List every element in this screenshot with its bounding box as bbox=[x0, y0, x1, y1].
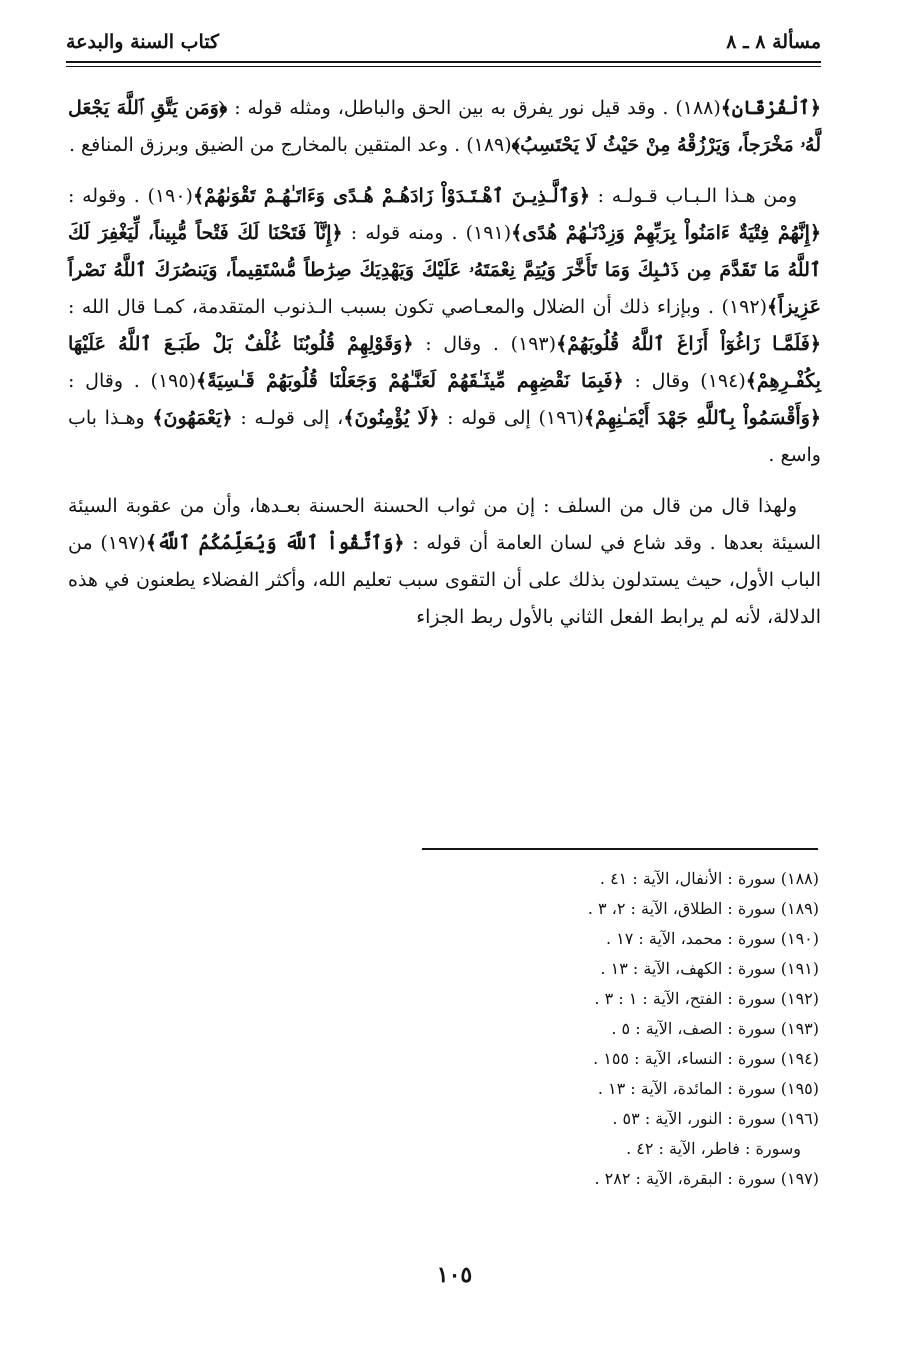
footnote: (١٩٣) سورة : الصف، الآية : ٥ . bbox=[611, 1019, 819, 1038]
text-run: (١٩١) . ومنه قوله : bbox=[342, 222, 512, 244]
footnotes-list bbox=[399, 864, 819, 1194]
footnote: (١٩٠) سورة : محمد، الآية : ١٧ . bbox=[605, 929, 819, 948]
quran-verse: ﴿وَٱلَّـذِيـنَ ٱهْـتَـدَوْاْ زَادَهُـمْ هُـدًى وَءَاتَـٰهُـمْ تَقْوَىٰهُمْ﴾ bbox=[192, 185, 591, 207]
text-run: ومن هـذا الـبـاب قـولـه : bbox=[590, 185, 798, 207]
paragraph bbox=[68, 488, 821, 636]
quran-verse: ﴿يَعْمَهُونَ﴾ bbox=[152, 407, 233, 429]
header-rule-thick bbox=[66, 61, 821, 63]
footnote: وسورة : فاطر، الآية : ٤٢ . bbox=[626, 1139, 801, 1158]
footnote: (١٩١) سورة : الكهف، الآية : ١٣ . bbox=[600, 959, 819, 978]
footnote: (١٩٤) سورة : النساء، الآية : ١٥٥ . bbox=[593, 1049, 819, 1068]
header-rule-thin bbox=[66, 66, 821, 67]
running-header bbox=[66, 30, 821, 54]
quran-verse: ﴿وَمَن يَتَّقِ ٱللَّهَ يَجْعَل لَّهُۥ مَخْرَجاً، وَيَرْزُقْهُ مِنْ حَيْثُ لَا يَحْتَسِبُ﴾ bbox=[68, 97, 821, 156]
issue-number: مسألة ٨ ـ ٨ bbox=[726, 31, 821, 53]
text-run: (١٩٢) . وبإزاء ذلك أن الضلال والمعـاصي تكون بسبب الـذنوب المتقدمة، كمـا قال الله : bbox=[68, 296, 767, 318]
quran-verse: ﴿ٱلْفُرْقَانِ﴾ bbox=[720, 97, 821, 119]
paragraph bbox=[68, 178, 821, 474]
footnote: (١٨٩) سورة : الطلاق، الآية : ٢، ٣ . bbox=[587, 899, 819, 918]
text-run: (١٩٧) من الباب الأول، حيث يستدلون بذلك على أن التقوى سبب تعليم الله، وأكثر الفضلاء يطعنون في هذه الدلالة، لأنه لم يرابط الفعل الثاني بالأول ربط الجزاء bbox=[68, 532, 821, 628]
main-text bbox=[68, 90, 821, 636]
footnote: (١٩٧) سورة : البقرة، الآية : ٢٨٢ . bbox=[594, 1169, 819, 1188]
footnote-divider bbox=[422, 848, 818, 850]
page-number: ١٠٥ bbox=[436, 1262, 473, 1288]
text-run: ولهذا قال من قال من السلف : إن من ثواب الحسنة الحسنة بعـدها، وأن من عقوبة السيئة السيئة بعدها . وقد شاع في لسان العامة أن قوله : bbox=[68, 495, 821, 554]
quran-verse: ﴿فَلَمَّـا زَاغُوٓاْ أَزَاغَ ٱللَّهُ قُلُوبَهُمْ﴾ bbox=[556, 333, 821, 355]
paragraph bbox=[68, 90, 821, 164]
quran-verse: ﴿فَبِمَا نَقْضِهِم مِّيثَـٰقَهُمْ لَعَنَّـٰهُمْ وَجَعَلْنَا قُلُوبَهُمْ قَـٰسِيَةً﴾ bbox=[196, 370, 624, 392]
footnote: (١٩٦) سورة : النور، الآية : ٥٣ . bbox=[612, 1109, 819, 1128]
text-run: (١٩٣) . وقال : bbox=[413, 333, 557, 355]
quran-verse: ﴿إِنَّآ فَتَحْنَا لَكَ فَتْحاً مُّبِيناً، لِّيَغْفِرَ لَكَ ٱللَّهُ مَا تَقَدَّمَ مِن ذَنۢبِكَ وَمَا تَأَخَّرَ وَيُتِمَّ نِعْمَتَهُۥ عَلَيْكَ وَيَهْدِيَكَ صِرَٰطاً مُّسْتَقِيماً، وَيَنصُرَكَ ٱللَّهُ نَصْراً عَزِيزاً﴾ bbox=[68, 222, 821, 318]
footnote: (١٩٥) سورة : المائدة، الآية : ١٣ . bbox=[597, 1079, 819, 1098]
quran-verse: ﴿وَأَقْسَمُواْ بِٱللَّهِ جَهْدَ أَيْمَـٰنِهِمْ﴾ bbox=[583, 407, 822, 429]
text-run: (١٩٠) . وقوله : bbox=[68, 185, 193, 207]
text-run: وهـذا باب واسع . bbox=[68, 407, 821, 466]
footnote: (١٩٢) سورة : الفتح، الآية : ١ : ٣ . bbox=[594, 989, 819, 1008]
quran-verse: ﴿وَٱتَّقُواْ ٱللَّهَ وَيُعَلِّمُكُمُ ٱللَّهُ﴾ bbox=[145, 532, 405, 554]
quran-verse: ﴿لَا يُؤْمِنُونَ﴾ bbox=[343, 407, 440, 429]
text-run: (١٨٩) . وعد المتقين بالمخارج من الضيق وبرزق المنافع . bbox=[68, 134, 512, 156]
text-run: (١٨٨) . وقد قيل نور يفرق به بين الحق والباطل، ومثله قوله : bbox=[227, 97, 721, 119]
book-title: كتاب السنة والبدعة bbox=[66, 31, 220, 53]
text-run: ، إلى قولـه : bbox=[232, 407, 344, 429]
text-run: (١٩٥) . وقال : bbox=[68, 370, 196, 392]
text-run: (١٩٤) وقال : bbox=[623, 370, 746, 392]
text-run: (١٩٦) إلى قوله : bbox=[439, 407, 584, 429]
footnote: (١٨٨) سورة : الأنفال، الآية : ٤١ . bbox=[599, 869, 819, 888]
quran-verse: ﴿إِنَّهُمْ فِتْيَةٌ ءَامَنُواْ بِرَبِّهِمْ وَزِدْنَـٰهُمْ هُدًى﴾ bbox=[511, 222, 821, 244]
quran-verse: ﴿وَقَوْلِهِمْ قُلُوبُنَا غُلْفٌ بَلْ طَبَـعَ ٱللَّهُ عَلَيْهَا بِكُفْـرِهِمْ﴾ bbox=[68, 333, 821, 392]
